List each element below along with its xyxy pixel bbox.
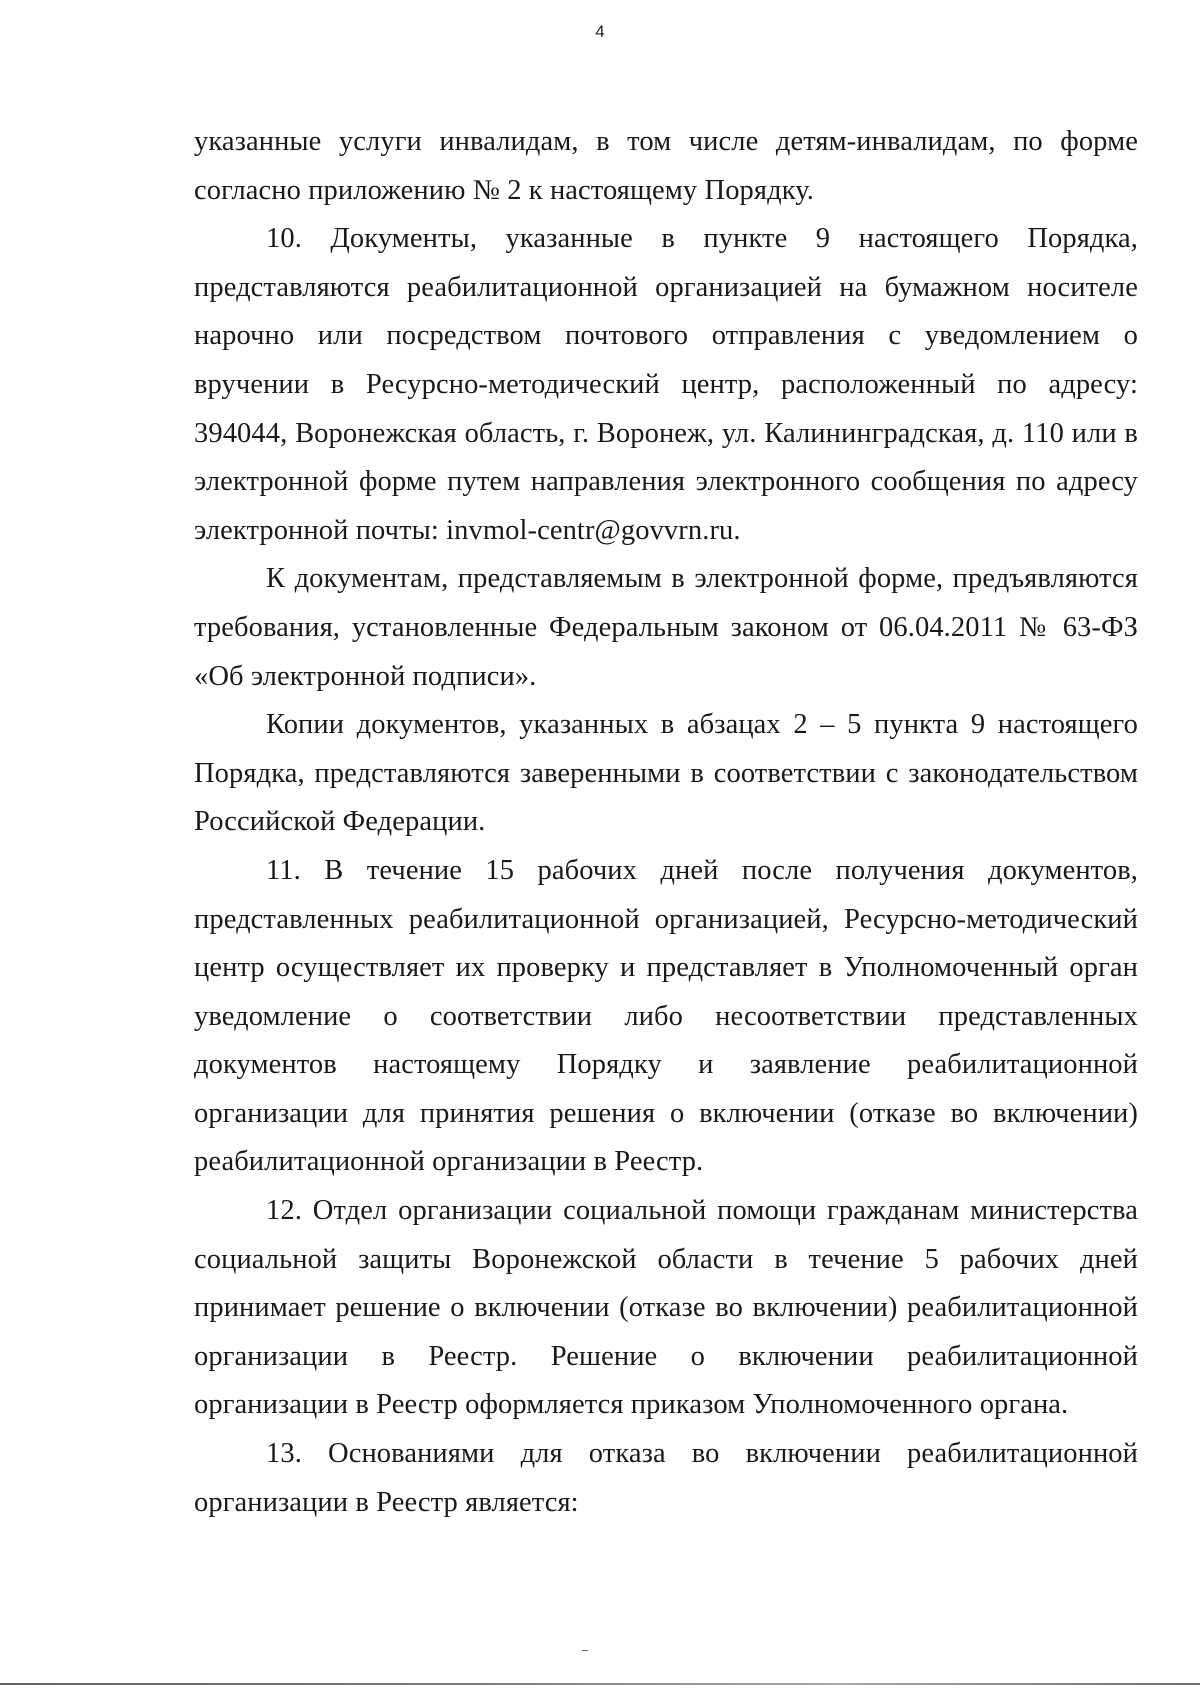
paragraph-copies: Копии документов, указанных в абзацах 2 – 5 пункта 9 настоящего Порядка, представляются заверенными в соответствии с законодательством Российской Федерации. xyxy=(194,709,1138,838)
page-number: 4 xyxy=(595,22,605,41)
paragraph-continuation: указанные услуги инвалидам, в том числе детям-инвалидам, по форме согласно приложению № 2 к настоящему Порядку. xyxy=(194,126,1138,206)
paragraph-electronic-requirements: К документам, представляемым в электронной форме, предъявляются требования, установленные Федеральным законом от 06.04.2011 № 63-ФЗ «Об электронной подписи». xyxy=(194,563,1138,692)
paragraph-item-11: 11. В течение 15 рабочих дней после получения документов, представленных реабилитационной организацией, Ресурсно-методический центр осуществляет их проверку и представляет в Уполномоченный орган уведомление о соответствии либо несоответствии представленных документов настоящему Порядку и заявление реабилитационной организации для принятия решения о включении (отказе во включении) реабилитационной организации в Реестр. xyxy=(194,854,1138,1178)
scan-bottom-edge xyxy=(0,1683,1200,1685)
paragraph-item-12: 12. Отдел организации социальной помощи гражданам министерства социальной защиты Воронежской области в течение 5 рабочих дней принимает решение о включении (отказе во включении) реабилитационной организации в Реестр. Решение о включении реабилитационной организации в Реестр оформляется приказом Уполномоченного органа. xyxy=(194,1195,1138,1421)
paragraph-item-10: 10. Документы, указанные в пункте 9 настоящего Порядка, представляются реабилитационной организацией на бумажном носителе нарочно или посредством почтового отправления с уведомлением о вручении в Ресурсно-методический центр, расположенный по адресу: 394044, Воронежская область, г. Воронеж, ул. Калининградская, д. 110 или в электронной форме путем направления электронного сообщения по адресу электронной почты: invmol-centr@govvrn.ru. xyxy=(194,223,1138,546)
document-body xyxy=(194,118,1138,1527)
scan-artifact-mark xyxy=(582,1650,588,1651)
paragraph-item-13: 13. Основаниями для отказа во включении реабилитационной организации в Реестр является: xyxy=(194,1438,1138,1518)
